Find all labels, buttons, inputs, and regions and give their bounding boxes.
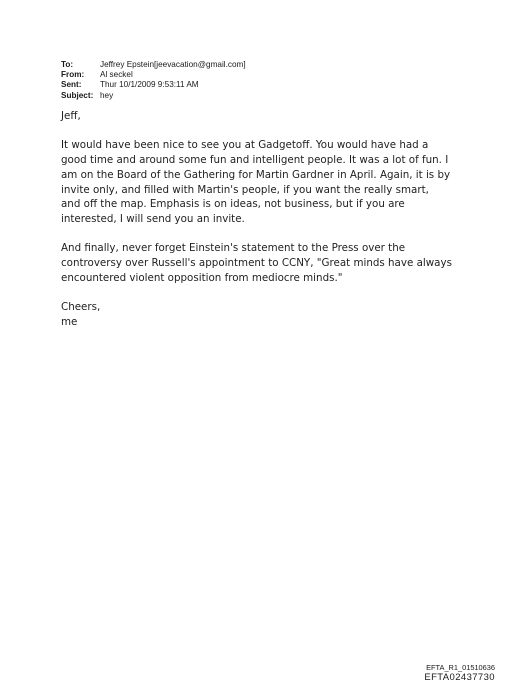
paragraph-line: It would have been nice to see you at Gadgetoff. You would have had a [61,139,429,152]
paragraph-line: interested, I will send you an invite. [61,212,245,225]
paragraph-line: invite only, and filled with Martin's people, if you want the really smart, [61,183,429,196]
to-value: Jeffrey Epstein[jeevacation@gmail.com] [100,60,246,69]
to-label: To: [61,60,74,69]
signature: me [61,315,78,328]
from-value: Al seckel [100,70,133,80]
sent-value: Thur 10/1/2009 9:53:11 AM [100,80,199,90]
subject-value: hey [100,90,114,100]
to-row [61,60,246,70]
paragraph-line: controversy over Russell's appointment to CCNY, "Great minds have always [61,257,452,269]
subject-row [61,91,246,101]
paragraph-2 [61,241,461,285]
sent-row [61,80,246,90]
subject-label: Subject: [61,90,94,100]
bates-number-small: EFTA_R1_01510636 [426,663,495,672]
greeting: Jeff, [61,110,81,122]
sent-label: Sent: [61,80,82,90]
closing: Cheers, [61,301,101,314]
email-header [61,60,246,101]
paragraph-line: encountered violent opposition from mediocre minds." [61,271,343,284]
paragraph-1 [61,138,461,226]
sign-off [61,300,461,329]
from-row [61,70,246,80]
paragraph-line: am on the Board of the Gathering for Martin Gardner in April. Again, it is by [61,168,451,181]
from-label: From: [61,70,85,80]
paragraph-line: and off the map. Emphasis is on ideas, not business, but if you are [61,198,405,211]
email-body [61,109,461,344]
paragraph-line: good time and around some fun and intelligent people. It was a lot of fun. I [61,154,449,167]
paragraph-line: And finally, never forget Einstein's statement to the Press over the [61,242,406,255]
bates-number-large: EFTA02437730 [424,672,495,683]
